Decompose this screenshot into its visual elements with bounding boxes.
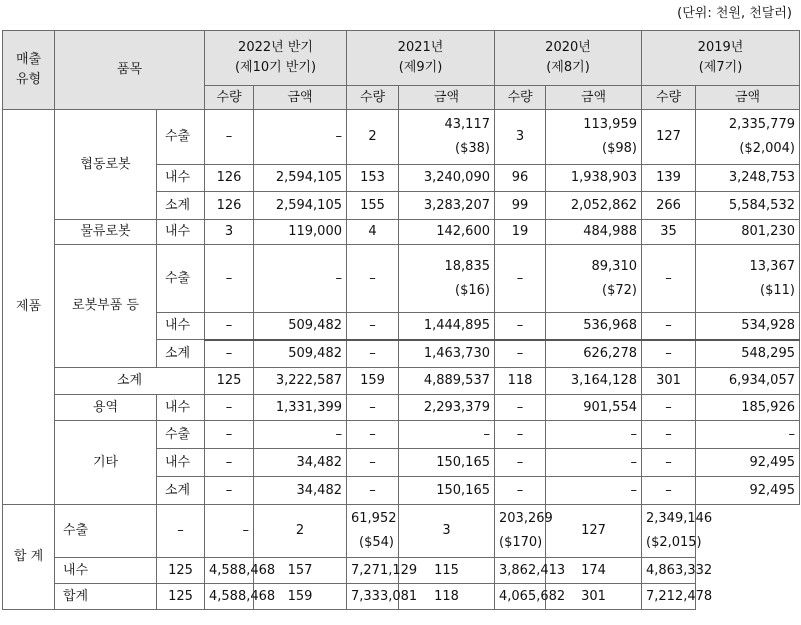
row-type-label: 내수 bbox=[55, 558, 157, 584]
amount-value: 3,222,587 bbox=[275, 373, 342, 388]
amount-value: 3,283,207 bbox=[423, 197, 490, 213]
header-period-2021: 2021년 (제9기) bbox=[347, 31, 495, 86]
amount-cell bbox=[205, 584, 276, 610]
qty-cell: – bbox=[205, 340, 254, 368]
qty-cell: 118 bbox=[495, 368, 546, 395]
usd-value: ($2,004) bbox=[739, 141, 795, 156]
amount-cell bbox=[399, 110, 495, 165]
amount-cell bbox=[254, 421, 347, 449]
amount-value: 2,349,146 bbox=[646, 511, 713, 526]
group-label-total: 합 계 bbox=[3, 505, 55, 610]
header-qty: 수량 bbox=[347, 86, 399, 110]
qty-cell: – bbox=[642, 477, 696, 505]
row-type-label: 합계 bbox=[55, 584, 157, 610]
amount-value: 4,065,682 bbox=[499, 588, 566, 604]
amount-cell bbox=[254, 192, 347, 220]
group-label-product: 제품 bbox=[3, 110, 55, 505]
header-qty: 수량 bbox=[205, 86, 254, 110]
amount-cell bbox=[696, 395, 800, 421]
amount-value: – bbox=[630, 482, 637, 498]
amount-cell bbox=[546, 192, 642, 220]
amount-cell bbox=[254, 165, 347, 192]
amount-value: 6,934,057 bbox=[728, 373, 795, 388]
table-body bbox=[3, 31, 800, 610]
table-row bbox=[3, 421, 800, 449]
qty-cell: – bbox=[642, 313, 696, 340]
amount-value: 7,271,129 bbox=[351, 562, 418, 578]
amount-cell bbox=[399, 421, 495, 449]
amount-cell bbox=[495, 505, 553, 558]
amount-value: 1,463,730 bbox=[423, 345, 490, 361]
qty-cell: 155 bbox=[347, 192, 399, 220]
amount-value: 536,968 bbox=[583, 317, 637, 333]
qty-cell: 127 bbox=[546, 505, 642, 558]
amount-cell bbox=[254, 313, 347, 340]
amount-value: 801,230 bbox=[741, 224, 795, 239]
amount-cell bbox=[347, 584, 418, 610]
header-amount: 금액 bbox=[546, 86, 642, 110]
qty-cell: 115 bbox=[399, 558, 495, 584]
amount-cell bbox=[254, 110, 347, 165]
amount-value: – bbox=[630, 454, 637, 470]
amount-value: 185,926 bbox=[741, 399, 795, 415]
amount-cell bbox=[546, 395, 642, 421]
header-item: 품목 bbox=[55, 31, 205, 110]
header-amount: 금액 bbox=[254, 86, 347, 110]
amount-cell bbox=[205, 558, 276, 584]
qty-cell: 4 bbox=[347, 220, 399, 245]
row-type-label: 소계 bbox=[157, 340, 205, 368]
qty-cell: 125 bbox=[157, 558, 205, 584]
amount-cell bbox=[347, 505, 399, 558]
amount-cell bbox=[399, 165, 495, 192]
amount-cell bbox=[546, 340, 642, 368]
qty-cell: – bbox=[347, 449, 399, 477]
amount-cell bbox=[546, 110, 642, 165]
amount-cell bbox=[642, 558, 713, 584]
header-qty: 수량 bbox=[642, 86, 696, 110]
row-type-label: 수출 bbox=[157, 421, 205, 449]
qty-cell: – bbox=[495, 421, 546, 449]
usd-value: ($2,015) bbox=[646, 535, 702, 550]
amount-value: 3,862,413 bbox=[499, 562, 566, 578]
amount-cell bbox=[546, 313, 642, 340]
usd-value: ($16) bbox=[455, 282, 490, 298]
header-period-2022h1: 2022년 반기 (제10기 반기) bbox=[205, 31, 347, 86]
qty-cell: – bbox=[347, 477, 399, 505]
qty-cell: – bbox=[642, 449, 696, 477]
table-row bbox=[3, 220, 800, 245]
amount-cell bbox=[399, 313, 495, 340]
amount-cell bbox=[254, 477, 347, 505]
table-row bbox=[3, 584, 800, 610]
amount-value: 150,165 bbox=[436, 454, 490, 470]
table-row bbox=[3, 558, 800, 584]
header-sales-type: 매출 유형 bbox=[3, 31, 55, 110]
row-type-label: 수출 bbox=[55, 505, 157, 558]
amount-cell bbox=[696, 313, 800, 340]
amount-value: 92,495 bbox=[749, 482, 795, 498]
usd-value: ($170) bbox=[499, 535, 543, 550]
qty-cell: 153 bbox=[347, 165, 399, 192]
qty-cell: 125 bbox=[157, 584, 205, 610]
amount-value: – bbox=[242, 523, 249, 538]
table-row bbox=[3, 505, 800, 558]
qty-cell: 19 bbox=[495, 220, 546, 245]
qty-cell: – bbox=[347, 395, 399, 421]
amount-value: 92,495 bbox=[749, 454, 795, 470]
amount-cell bbox=[495, 558, 566, 584]
amount-value: 901,554 bbox=[583, 399, 637, 415]
amount-value: 18,835 bbox=[444, 258, 490, 274]
amount-value: 89,310 bbox=[591, 258, 637, 274]
amount-value: – bbox=[788, 426, 795, 442]
amount-value: 626,278 bbox=[583, 345, 637, 361]
amount-cell bbox=[546, 421, 642, 449]
qty-cell: 266 bbox=[642, 192, 696, 220]
header-period-2019: 2019년 (제7기) bbox=[642, 31, 800, 86]
qty-cell: 99 bbox=[495, 192, 546, 220]
qty-cell: – bbox=[157, 505, 205, 558]
qty-cell: – bbox=[205, 110, 254, 165]
amount-value: 34,482 bbox=[296, 482, 342, 498]
sales-table bbox=[2, 30, 800, 610]
amount-value: 2,594,105 bbox=[275, 170, 342, 185]
qty-cell: – bbox=[205, 421, 254, 449]
amount-cell bbox=[546, 449, 642, 477]
amount-value: 2,594,105 bbox=[275, 197, 342, 213]
qty-cell: 118 bbox=[399, 584, 495, 610]
amount-value: 4,588,468 bbox=[209, 562, 276, 578]
qty-cell: 157 bbox=[254, 558, 347, 584]
amount-cell bbox=[399, 340, 495, 368]
amount-cell bbox=[399, 245, 495, 313]
amount-cell bbox=[254, 449, 347, 477]
item-label-parts: 로봇부품 등 bbox=[55, 245, 157, 368]
row-type-label: 소계 bbox=[157, 192, 205, 220]
amount-cell bbox=[696, 368, 800, 395]
qty-cell: – bbox=[347, 340, 399, 368]
group-label-other: 기타 bbox=[55, 421, 157, 505]
qty-cell: – bbox=[642, 245, 696, 313]
row-type-label: 소계 bbox=[157, 477, 205, 505]
table-row bbox=[3, 368, 800, 395]
usd-value: ($54) bbox=[359, 535, 394, 550]
qty-cell: – bbox=[205, 245, 254, 313]
amount-value: 113,959 bbox=[583, 117, 637, 132]
amount-cell bbox=[254, 220, 347, 245]
row-type-label: 수출 bbox=[157, 110, 205, 165]
qty-cell: – bbox=[205, 477, 254, 505]
amount-value: 2,293,379 bbox=[423, 399, 490, 415]
usd-value: ($98) bbox=[602, 141, 637, 156]
amount-value: 5,584,532 bbox=[728, 197, 795, 213]
amount-cell bbox=[399, 449, 495, 477]
amount-value: 61,952 bbox=[351, 511, 397, 526]
amount-value: 34,482 bbox=[296, 454, 342, 470]
qty-cell: – bbox=[642, 395, 696, 421]
table-row bbox=[3, 245, 800, 313]
qty-cell: 159 bbox=[254, 584, 347, 610]
amount-value: 509,482 bbox=[288, 345, 342, 361]
usd-value: ($11) bbox=[760, 282, 795, 298]
amount-cell bbox=[696, 165, 800, 192]
group-label-service: 용역 bbox=[55, 395, 157, 421]
amount-value: 484,988 bbox=[583, 224, 637, 239]
amount-cell bbox=[399, 368, 495, 395]
header-amount: 금액 bbox=[696, 86, 800, 110]
row-type-label: 내수 bbox=[157, 313, 205, 340]
amount-cell bbox=[254, 368, 347, 395]
amount-value: 1,938,903 bbox=[570, 170, 637, 185]
amount-value: 509,482 bbox=[288, 317, 342, 333]
qty-cell: – bbox=[642, 340, 696, 368]
qty-cell: – bbox=[642, 421, 696, 449]
amount-value: 3,248,753 bbox=[728, 170, 795, 185]
amount-value: 150,165 bbox=[436, 482, 490, 498]
qty-cell: 174 bbox=[546, 558, 642, 584]
amount-value: – bbox=[335, 129, 342, 144]
qty-cell: 301 bbox=[546, 584, 642, 610]
qty-cell: – bbox=[495, 395, 546, 421]
amount-value: – bbox=[483, 426, 490, 442]
qty-cell: 3 bbox=[205, 220, 254, 245]
amount-cell bbox=[399, 192, 495, 220]
amount-cell bbox=[696, 110, 800, 165]
header-amount: 금액 bbox=[399, 86, 495, 110]
amount-cell bbox=[347, 558, 418, 584]
qty-cell: – bbox=[347, 421, 399, 449]
amount-value: 4,889,537 bbox=[423, 373, 490, 388]
header-period-2020: 2020년 (제8기) bbox=[495, 31, 642, 86]
amount-value: 2,335,779 bbox=[728, 117, 795, 132]
amount-cell bbox=[254, 245, 347, 313]
product-subtotal-label: 소계 bbox=[55, 368, 205, 395]
qty-cell: 3 bbox=[495, 110, 546, 165]
unit-note: (단위: 천원, 천달러) bbox=[677, 6, 792, 21]
qty-cell: – bbox=[495, 340, 546, 368]
qty-cell: 139 bbox=[642, 165, 696, 192]
amount-cell bbox=[696, 245, 800, 313]
row-type-label: 내수 bbox=[157, 449, 205, 477]
amount-cell bbox=[546, 165, 642, 192]
amount-cell bbox=[399, 395, 495, 421]
amount-value: – bbox=[630, 426, 637, 442]
row-type-label: 내수 bbox=[157, 220, 205, 245]
amount-value: 142,600 bbox=[436, 224, 490, 239]
table-row bbox=[3, 110, 800, 165]
amount-cell bbox=[696, 477, 800, 505]
amount-value: – bbox=[335, 270, 342, 286]
amount-value: 43,117 bbox=[444, 117, 490, 132]
qty-cell: 159 bbox=[347, 368, 399, 395]
row-type-label: 수출 bbox=[157, 245, 205, 313]
amount-value: 2,052,862 bbox=[570, 197, 637, 213]
qty-cell: – bbox=[495, 477, 546, 505]
qty-cell: – bbox=[205, 313, 254, 340]
amount-cell bbox=[254, 395, 347, 421]
amount-value: 534,928 bbox=[741, 317, 795, 333]
qty-cell: 2 bbox=[254, 505, 347, 558]
amount-value: 4,588,468 bbox=[209, 588, 276, 604]
amount-cell bbox=[546, 477, 642, 505]
qty-cell: 96 bbox=[495, 165, 546, 192]
qty-cell: – bbox=[347, 313, 399, 340]
qty-cell: 35 bbox=[642, 220, 696, 245]
amount-value: 13,367 bbox=[749, 258, 795, 274]
qty-cell: 126 bbox=[205, 165, 254, 192]
amount-value: 1,444,895 bbox=[423, 317, 490, 333]
row-type-label: 내수 bbox=[157, 395, 205, 421]
qty-cell: – bbox=[495, 313, 546, 340]
qty-cell: – bbox=[347, 245, 399, 313]
header-qty: 수량 bbox=[495, 86, 546, 110]
amount-cell bbox=[696, 220, 800, 245]
row-type-label: 내수 bbox=[157, 165, 205, 192]
usd-value: ($38) bbox=[455, 141, 490, 156]
amount-value: 1,331,399 bbox=[275, 399, 342, 415]
item-label-logistics: 물류로봇 bbox=[55, 220, 157, 245]
qty-cell: – bbox=[495, 245, 546, 313]
qty-cell: 3 bbox=[399, 505, 495, 558]
amount-value: 4,863,332 bbox=[646, 562, 713, 578]
amount-cell bbox=[546, 368, 642, 395]
amount-cell bbox=[254, 340, 347, 368]
qty-cell: 127 bbox=[642, 110, 696, 165]
item-label-cobot: 협동로봇 bbox=[55, 110, 157, 220]
amount-value: 3,164,128 bbox=[570, 373, 637, 388]
amount-cell bbox=[546, 245, 642, 313]
amount-value: 203,269 bbox=[499, 511, 553, 526]
qty-cell: 126 bbox=[205, 192, 254, 220]
amount-cell bbox=[696, 340, 800, 368]
amount-cell bbox=[696, 192, 800, 220]
qty-cell: 2 bbox=[347, 110, 399, 165]
amount-cell bbox=[642, 505, 713, 558]
amount-cell bbox=[205, 505, 254, 558]
table-row bbox=[3, 395, 800, 421]
amount-value: 119,000 bbox=[288, 224, 342, 239]
amount-cell bbox=[546, 220, 642, 245]
qty-cell: 125 bbox=[205, 368, 254, 395]
qty-cell: – bbox=[495, 449, 546, 477]
amount-cell bbox=[399, 477, 495, 505]
amount-value: 3,240,090 bbox=[423, 170, 490, 185]
amount-value: 7,212,478 bbox=[646, 588, 713, 604]
amount-value: 7,333,081 bbox=[351, 588, 418, 604]
qty-cell: 301 bbox=[642, 368, 696, 395]
qty-cell: – bbox=[205, 395, 254, 421]
amount-value: – bbox=[335, 426, 342, 442]
qty-cell: – bbox=[205, 449, 254, 477]
usd-value: ($72) bbox=[602, 282, 637, 298]
amount-value: 548,295 bbox=[741, 345, 795, 361]
amount-cell bbox=[696, 449, 800, 477]
amount-cell bbox=[399, 220, 495, 245]
amount-cell bbox=[495, 584, 566, 610]
amount-cell bbox=[696, 421, 800, 449]
amount-cell bbox=[642, 584, 713, 610]
